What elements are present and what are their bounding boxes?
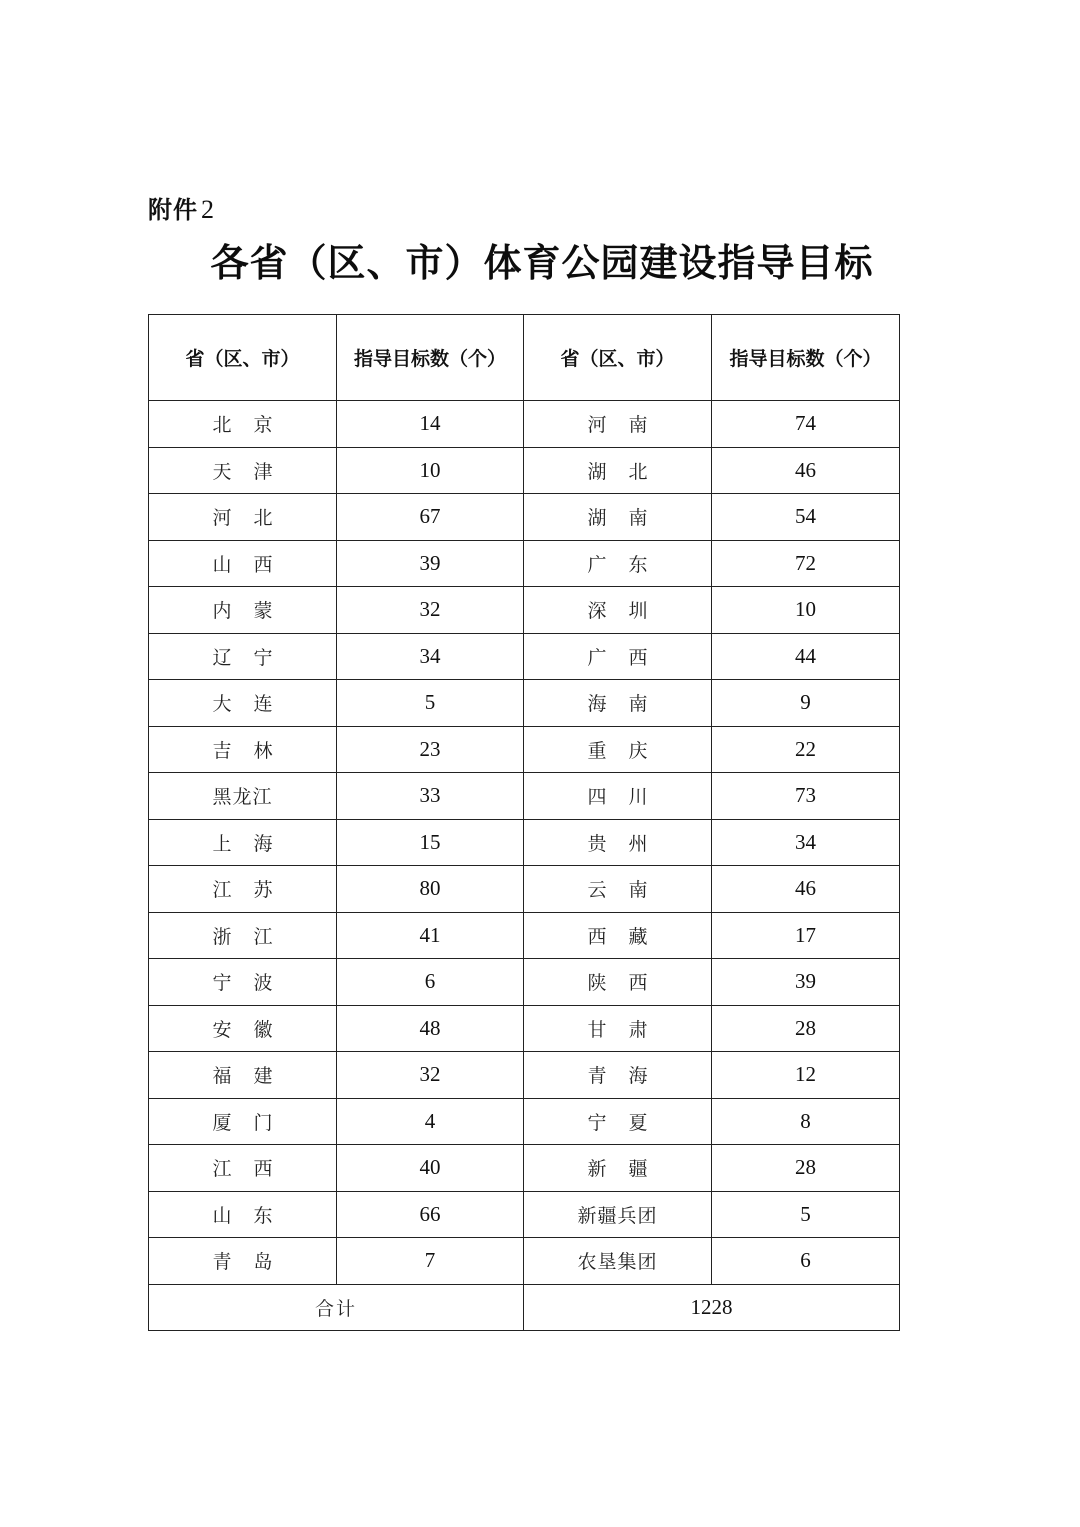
province-name-right: 广东 [524,540,712,587]
total-value: 1228 [524,1284,900,1331]
table-row [149,1005,900,1052]
target-count-right: 6 [712,1238,900,1285]
header-target-count-right: 指导目标数（个） [712,315,900,401]
table-row [149,959,900,1006]
header-province-right: 省（区、市） [524,315,712,401]
table-row [149,912,900,959]
table-row [149,633,900,680]
target-count-right: 46 [712,866,900,913]
target-count-left: 10 [337,447,524,494]
province-name-left: 天津 [149,447,337,494]
table-row [149,680,900,727]
target-count-right: 9 [712,680,900,727]
target-count-right: 73 [712,773,900,820]
attachment-number: 2 [201,195,215,224]
target-count-right: 10 [712,587,900,634]
target-count-left: 14 [337,401,524,448]
table-row [149,1191,900,1238]
province-name-right: 农垦集团 [524,1238,712,1285]
table-row [149,1145,900,1192]
attachment-label-text: 附件 [148,196,198,224]
province-name-left: 黑龙江 [149,773,337,820]
table-row [149,587,900,634]
province-name-left: 福建 [149,1052,337,1099]
table-row [149,447,900,494]
header-target-count-left: 指导目标数（个） [337,315,524,401]
province-name-right: 青海 [524,1052,712,1099]
province-name-right: 湖南 [524,494,712,541]
target-count-right: 5 [712,1191,900,1238]
attachment-label [148,190,215,225]
table-row [149,494,900,541]
target-count-left: 4 [337,1098,524,1145]
guidance-targets-table [148,314,900,1331]
province-name-right: 新疆 [524,1145,712,1192]
target-count-left: 5 [337,680,524,727]
province-name-left: 厦门 [149,1098,337,1145]
table-row [149,866,900,913]
target-count-left: 41 [337,912,524,959]
target-count-left: 33 [337,773,524,820]
target-count-right: 46 [712,447,900,494]
target-count-left: 32 [337,1052,524,1099]
province-name-right: 新疆兵团 [524,1191,712,1238]
province-name-left: 江苏 [149,866,337,913]
province-name-left: 宁波 [149,959,337,1006]
target-count-right: 72 [712,540,900,587]
province-name-left: 安徽 [149,1005,337,1052]
target-count-right: 22 [712,726,900,773]
target-count-right: 34 [712,819,900,866]
province-name-left: 北京 [149,401,337,448]
target-count-left: 39 [337,540,524,587]
target-count-left: 67 [337,494,524,541]
target-count-left: 80 [337,866,524,913]
province-name-right: 海南 [524,680,712,727]
table-row [149,1052,900,1099]
target-count-left: 15 [337,819,524,866]
province-name-left: 吉林 [149,726,337,773]
target-count-left: 40 [337,1145,524,1192]
target-count-left: 34 [337,633,524,680]
province-name-right: 云南 [524,866,712,913]
province-name-left: 青岛 [149,1238,337,1285]
province-name-right: 宁夏 [524,1098,712,1145]
target-count-left: 48 [337,1005,524,1052]
table-row [149,540,900,587]
page-title: 各省（区、市）体育公园建设指导目标 [210,241,874,285]
target-count-left: 6 [337,959,524,1006]
province-name-right: 河南 [524,401,712,448]
province-name-left: 大连 [149,680,337,727]
target-count-right: 74 [712,401,900,448]
table-header-row [149,315,900,401]
province-name-left: 山西 [149,540,337,587]
province-name-right: 西藏 [524,912,712,959]
target-count-right: 8 [712,1098,900,1145]
table-row [149,401,900,448]
target-count-right: 28 [712,1005,900,1052]
province-name-right: 四川 [524,773,712,820]
target-count-right: 54 [712,494,900,541]
province-name-left: 浙江 [149,912,337,959]
target-count-right: 44 [712,633,900,680]
target-count-left: 7 [337,1238,524,1285]
target-count-right: 28 [712,1145,900,1192]
target-count-right: 39 [712,959,900,1006]
province-name-left: 江西 [149,1145,337,1192]
table-row [149,1238,900,1285]
table-row [149,819,900,866]
province-name-left: 上海 [149,819,337,866]
province-name-right: 贵州 [524,819,712,866]
table-body [149,401,900,1285]
province-name-left: 内蒙 [149,587,337,634]
province-name-right: 深圳 [524,587,712,634]
table-row [149,726,900,773]
province-name-left: 山东 [149,1191,337,1238]
province-name-right: 重庆 [524,726,712,773]
province-name-left: 河北 [149,494,337,541]
table-row [149,1098,900,1145]
province-name-right: 甘肃 [524,1005,712,1052]
total-label: 合计 [149,1284,524,1331]
target-count-right: 17 [712,912,900,959]
province-name-left: 辽宁 [149,633,337,680]
target-count-left: 66 [337,1191,524,1238]
province-name-right: 湖北 [524,447,712,494]
table-row [149,773,900,820]
target-count-left: 32 [337,587,524,634]
province-name-right: 广西 [524,633,712,680]
target-count-right: 12 [712,1052,900,1099]
province-name-right: 陕西 [524,959,712,1006]
table-total-row [149,1284,900,1331]
header-province-left: 省（区、市） [149,315,337,401]
target-count-left: 23 [337,726,524,773]
